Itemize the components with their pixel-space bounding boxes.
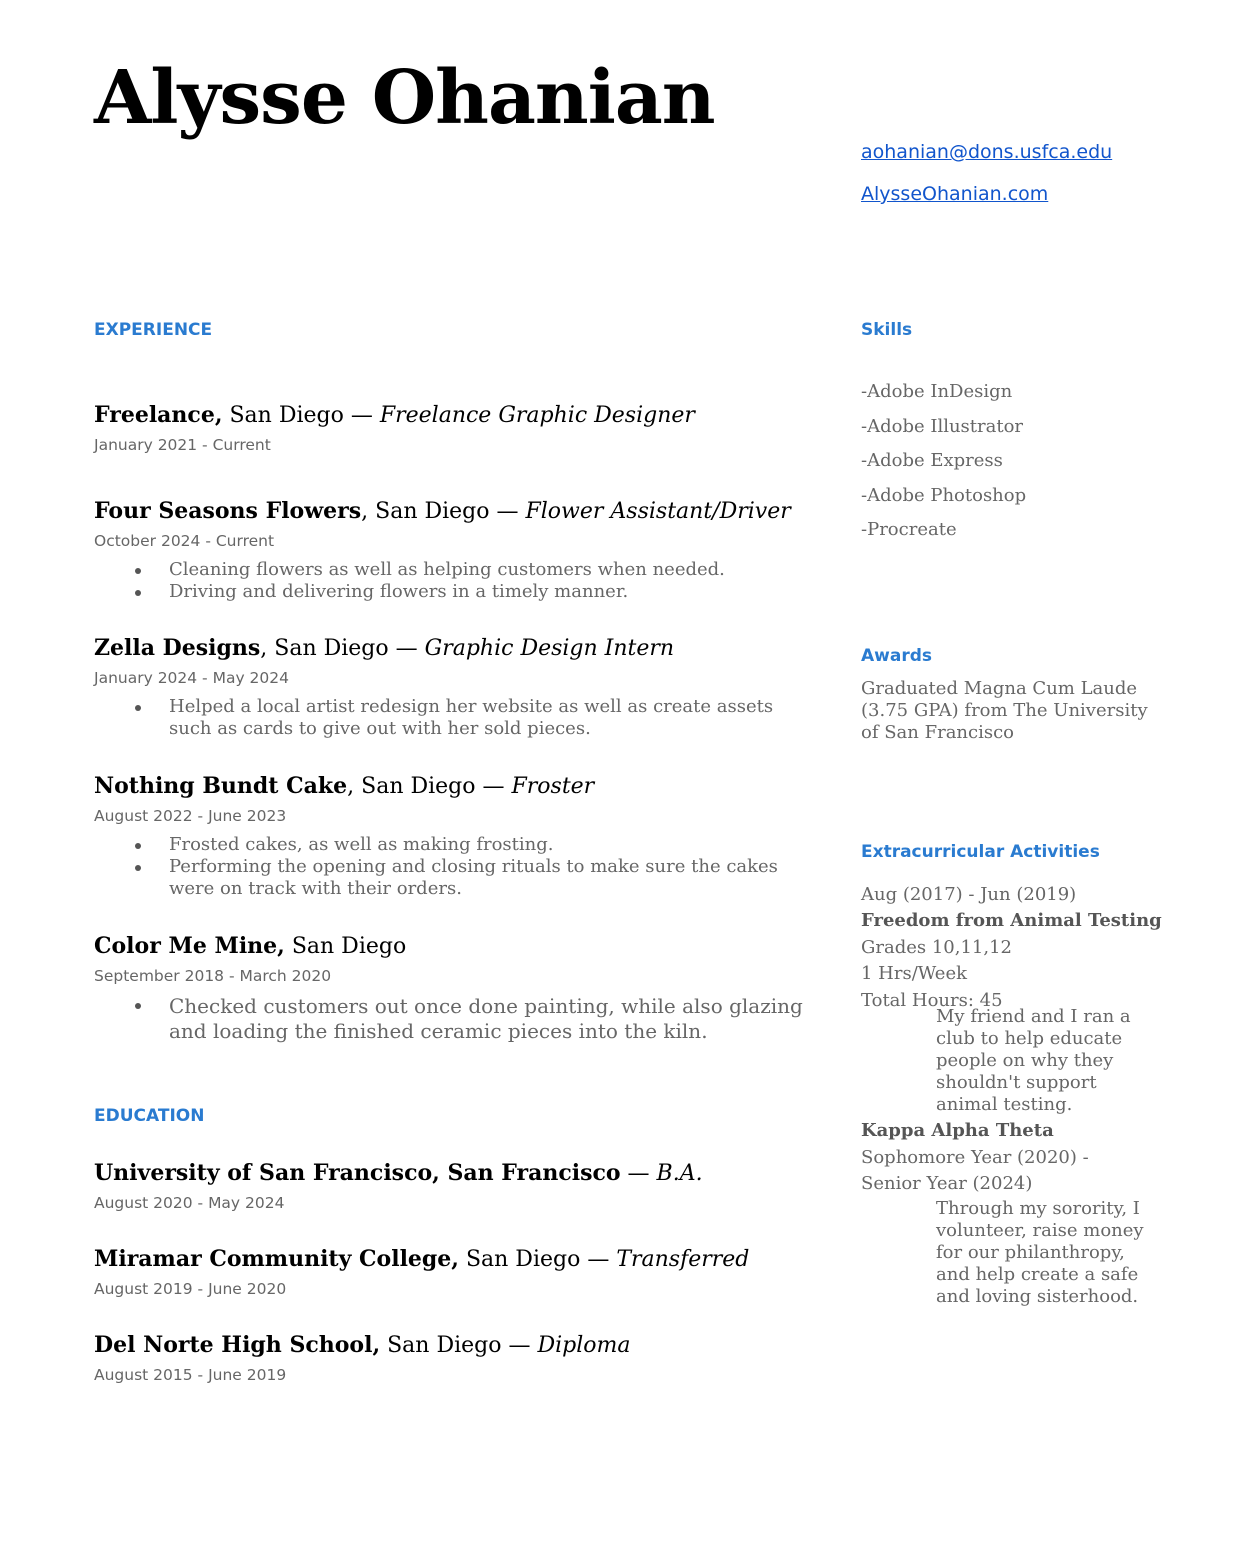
education-heading: EDUCATION (94, 1106, 205, 1126)
skill-item: -Procreate (861, 519, 957, 540)
school-entry (94, 1244, 814, 1299)
job-bullets (94, 994, 814, 1044)
skill-item: -Adobe Photoshop (861, 484, 1027, 506)
job-org: Nothing Bundt Cake (94, 773, 348, 799)
job-org: Four Seasons Flowers (94, 498, 362, 524)
activity-dates: Sophomore Year (2020) - (861, 1146, 1089, 1168)
job-bullet: Helped a local artist redesign her website as well as create assets such as cards to give out with her sold pieces. (169, 696, 814, 740)
job-role: Freelance Graphic Designer (379, 403, 695, 428)
job-location: San Diego (284, 934, 407, 959)
email-link[interactable]: aohanian@dons.usfca.edu (861, 141, 1113, 163)
job-bullets (94, 834, 814, 900)
job-bullets (94, 696, 814, 740)
school-dates: August 2015 - June 2019 (94, 1366, 287, 1384)
job-role: Froster (511, 774, 595, 799)
activity-freedom-from-animal-testing (861, 882, 1161, 1117)
school-org: University of San Francisco, San Francisco (94, 1160, 621, 1186)
school-degree: Transferred (616, 1247, 750, 1272)
skill-item: -Adobe Express (861, 450, 1003, 471)
activity-hours-per-week: 1 Hrs/Week (861, 963, 968, 984)
school-title (94, 1158, 814, 1189)
job-title (94, 771, 814, 802)
job-dates: September 2018 - March 2020 (94, 967, 332, 985)
job-role: Flower Assistant/Driver (525, 499, 791, 524)
activity-total-hours: Total Hours: 45 (861, 989, 1003, 1011)
award-text: Graduated Magna Cum Laude (3.75 GPA) from The University of San Francisco (861, 677, 1148, 743)
job-entry (94, 931, 814, 1044)
left-column (94, 318, 814, 1385)
school-title (94, 1244, 814, 1275)
school-entry (94, 1158, 814, 1213)
skills-list (861, 375, 1161, 548)
activity-name: Freedom from Animal Testing (861, 910, 1162, 931)
job-role: Graphic Design Intern (424, 636, 675, 661)
school-degree: Diploma (537, 1333, 631, 1358)
job-title (94, 496, 814, 527)
job-location: , San Diego — (347, 774, 512, 799)
school-location: San Diego — (380, 1333, 538, 1358)
job-dates: January 2024 - May 2024 (94, 669, 289, 687)
experience-heading: EXPERIENCE (94, 320, 213, 340)
activity-dates: Senior Year (2024) (861, 1173, 1033, 1194)
job-entry (94, 400, 814, 455)
job-bullet: Performing the opening and closing rituals to make sure the cakes were on track with their orders. (169, 856, 814, 900)
job-org: Freelance, (94, 402, 223, 428)
job-bullet: Driving and delivering flowers in a timely manner. (169, 581, 814, 603)
activity-dates: Aug (2017) - Jun (2019) (861, 883, 1077, 905)
job-location: San Diego — (222, 403, 380, 428)
school-location: San Diego — (458, 1247, 617, 1272)
awards-heading: Awards (861, 645, 933, 666)
job-bullet: Cleaning flowers as well as helping customers when needed. (169, 559, 814, 581)
right-column (861, 318, 1161, 1308)
school-entry (94, 1330, 814, 1385)
job-entry (94, 633, 814, 740)
contact-block (861, 140, 1181, 224)
skill-item: -Adobe InDesign (861, 381, 1013, 402)
job-entry (94, 496, 814, 603)
job-org: Zella Designs (94, 635, 261, 661)
job-title (94, 400, 814, 431)
school-org: Del Norte High School, (94, 1332, 381, 1358)
job-dates: January 2021 - Current (94, 436, 271, 454)
school-title (94, 1330, 814, 1361)
activity-name: Kappa Alpha Theta (861, 1120, 1054, 1141)
job-dates: August 2022 - June 2023 (94, 807, 287, 825)
job-bullet: Checked customers out once done painting, while also glazing and loading the finished ceramic pieces into the kiln. (169, 994, 814, 1044)
school-degree: B.A. (656, 1161, 703, 1186)
school-dates: August 2019 - June 2020 (94, 1280, 287, 1298)
job-dates: October 2024 - Current (94, 532, 275, 550)
job-entry (94, 771, 814, 900)
activity-grades: Grades 10,11,12 (861, 936, 1013, 958)
job-title (94, 633, 814, 664)
activity-description: Through my sorority, I volunteer, raise money for our philanthropy, and help create a safe and loving sisterhood. (936, 1197, 1144, 1307)
school-dates: August 2020 - May 2024 (94, 1194, 285, 1212)
resume-name: Alysse Ohanian (94, 55, 715, 141)
skills-heading: Skills (861, 320, 913, 340)
school-location: — (620, 1161, 657, 1186)
activity-description: My friend and I ran a club to help educate people on why they shouldn't support animal testing. (936, 1006, 1131, 1115)
extracurricular-heading: Extracurricular Activities (861, 841, 1100, 862)
job-bullets (94, 559, 814, 603)
job-org: Color Me Mine, (94, 933, 285, 959)
job-location: , San Diego — (361, 499, 526, 524)
job-bullet: Frosted cakes, as well as making frosting. (169, 834, 814, 856)
activity-kappa-alpha-theta (861, 1118, 1161, 1308)
skill-item: -Adobe Illustrator (861, 415, 1024, 437)
website-link[interactable]: AlysseOhanian.com (861, 183, 1049, 205)
school-org: Miramar Community College, (94, 1246, 459, 1272)
job-location: , San Diego — (260, 636, 425, 661)
job-title (94, 931, 814, 962)
